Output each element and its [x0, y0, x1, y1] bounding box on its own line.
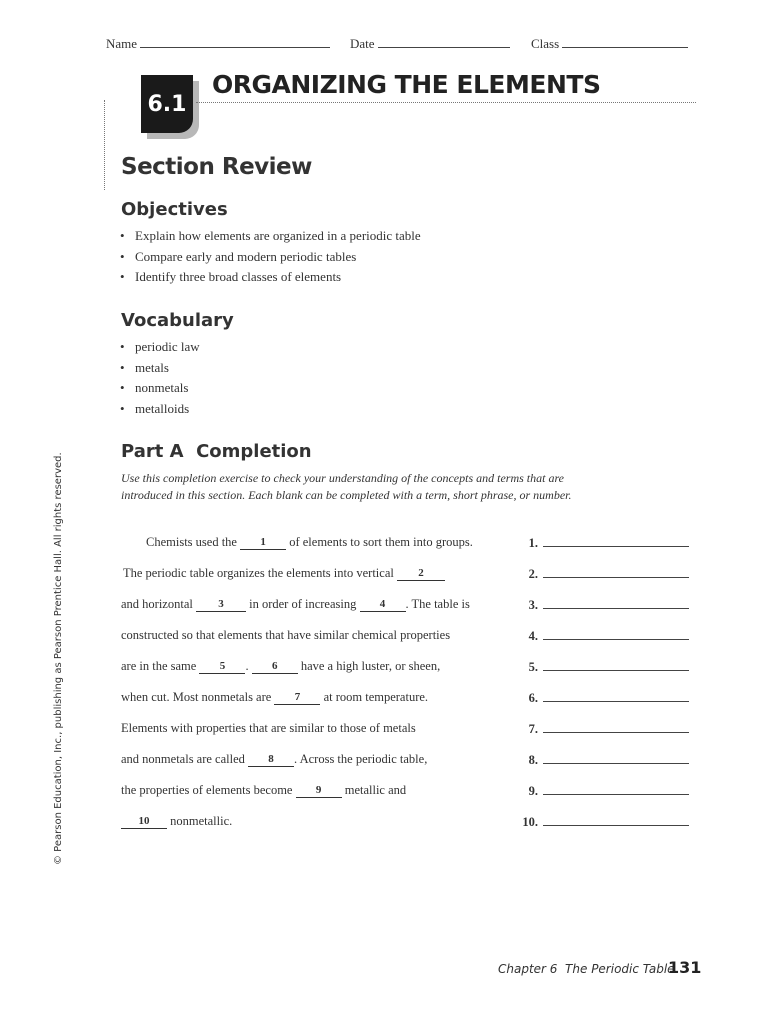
answer-number: 2.: [528, 567, 538, 581]
answer-8[interactable]: [510, 753, 689, 768]
passage-text: Chemists used the: [146, 535, 237, 549]
answer-line[interactable]: [543, 568, 689, 578]
answer-number: 5.: [528, 660, 538, 674]
answer-number: 1.: [528, 536, 538, 550]
passage-line-10: [121, 814, 232, 829]
passage-line-4: [121, 628, 450, 643]
passage-text: the properties of elements become: [121, 783, 293, 797]
copyright-notice: © Pearson Education, Inc., publishing as Pearson Prentice Hall. All rights reserved.: [53, 452, 64, 865]
page-number: 131: [668, 958, 702, 977]
date-blank[interactable]: [378, 37, 510, 48]
answer-number: 7.: [528, 722, 538, 736]
passage-text: at room temperature.: [323, 690, 429, 704]
answer-line[interactable]: [543, 692, 689, 702]
objective-item: • Compare early and modern periodic tables: [120, 247, 421, 268]
objective-item: • Explain how elements are organized in a periodic table: [120, 226, 421, 247]
name-blank[interactable]: [140, 37, 330, 48]
answer-9[interactable]: [510, 784, 689, 799]
name-field[interactable]: [106, 36, 330, 52]
part-a-instructions: Use this completion exercise to check your understanding of the concepts and terms that are introduced in this section. Each blank can be completed with a term, short phrase, or number.: [121, 471, 572, 502]
class-field[interactable]: [531, 36, 688, 52]
class-blank[interactable]: [562, 37, 688, 48]
margin-divider: [104, 100, 105, 190]
passage-line-8: [121, 752, 427, 767]
blank-9: 9: [296, 784, 342, 798]
section-number: 6.1: [147, 91, 187, 117]
answer-2[interactable]: [510, 567, 689, 582]
passage-line-2: [123, 566, 445, 581]
objectives-heading: Objectives: [121, 199, 228, 220]
blank-6: 6: [252, 660, 298, 674]
blank-8: 8: [248, 753, 294, 767]
class-label: Class: [531, 36, 560, 51]
answer-10[interactable]: [510, 815, 689, 830]
section-badge: [141, 75, 193, 133]
answer-number: 10.: [522, 815, 538, 829]
vocabulary-list: [120, 337, 200, 419]
answer-number: 4.: [528, 629, 538, 643]
passage-text: .: [245, 659, 249, 673]
answer-number: 8.: [528, 753, 538, 767]
passage-text: of elements to sort them into groups.: [289, 535, 473, 549]
answer-line[interactable]: [543, 785, 689, 795]
answer-line[interactable]: [543, 630, 689, 640]
passage-text: are in the same: [121, 659, 197, 673]
answer-4[interactable]: [510, 629, 689, 644]
section-title: ORGANIZING THE ELEMENTS: [212, 70, 601, 99]
name-label: Name: [106, 36, 138, 51]
vocabulary-item: • metalloids: [120, 399, 200, 420]
answer-1[interactable]: [510, 536, 689, 551]
passage-text: nonmetallic.: [170, 814, 233, 828]
answer-number: 9.: [528, 784, 538, 798]
passage-text: and horizontal: [121, 597, 193, 611]
vocabulary-item: • periodic law: [120, 337, 200, 358]
title-divider: [196, 102, 696, 103]
date-label: Date: [350, 36, 375, 51]
passage-line-6: [121, 690, 428, 705]
answer-number: 3.: [528, 598, 538, 612]
answer-line[interactable]: [543, 723, 689, 733]
answer-3[interactable]: [510, 598, 689, 613]
blank-10: 10: [121, 815, 167, 829]
passage-line-7: [121, 721, 416, 736]
objectives-list: [120, 226, 421, 288]
blank-5: 5: [199, 660, 245, 674]
passage-line-5: [121, 659, 440, 674]
passage-text: Elements with properties that are similar to those of metals: [121, 721, 416, 735]
answer-line[interactable]: [543, 537, 689, 547]
passage-text: constructed so that elements that have similar chemical properties: [121, 628, 451, 642]
answer-line[interactable]: [543, 754, 689, 764]
passage-text: metallic and: [344, 783, 407, 797]
footer-chapter: Chapter 6 The Periodic Table: [498, 962, 675, 976]
answer-line[interactable]: [543, 661, 689, 671]
blank-4: 4: [360, 598, 406, 612]
blank-1: 1: [240, 536, 286, 550]
passage-line-1: [146, 535, 473, 550]
blank-7: 7: [274, 691, 320, 705]
passage-text: when cut. Most nonmetals are: [121, 690, 272, 704]
blank-3: 3: [196, 598, 246, 612]
passage-text: The periodic table organizes the elements into vertical: [123, 566, 394, 580]
blank-2: 2: [397, 567, 445, 581]
answer-line[interactable]: [543, 599, 689, 609]
passage-line-3: [121, 597, 470, 612]
part-a-heading: Part A Completion: [121, 441, 312, 462]
section-review-heading: Section Review: [121, 154, 312, 180]
passage-text: have a high luster, or sheen,: [300, 659, 441, 673]
passage-line-9: [121, 783, 406, 798]
answer-line[interactable]: [543, 816, 689, 826]
answer-number: 6.: [528, 691, 538, 705]
answer-6[interactable]: [510, 691, 689, 706]
vocabulary-heading: Vocabulary: [121, 310, 234, 331]
vocabulary-item: • metals: [120, 358, 200, 379]
passage-text: in order of increasing: [249, 597, 357, 611]
passage-text: . The table is: [405, 597, 470, 611]
passage-text: and nonmetals are called: [121, 752, 245, 766]
objective-item: • Identify three broad classes of elements: [120, 267, 421, 288]
date-field[interactable]: [350, 36, 510, 52]
answer-7[interactable]: [510, 722, 689, 737]
passage-text: . Across the periodic table,: [294, 752, 428, 766]
vocabulary-item: • nonmetals: [120, 378, 200, 399]
answer-5[interactable]: [510, 660, 689, 675]
